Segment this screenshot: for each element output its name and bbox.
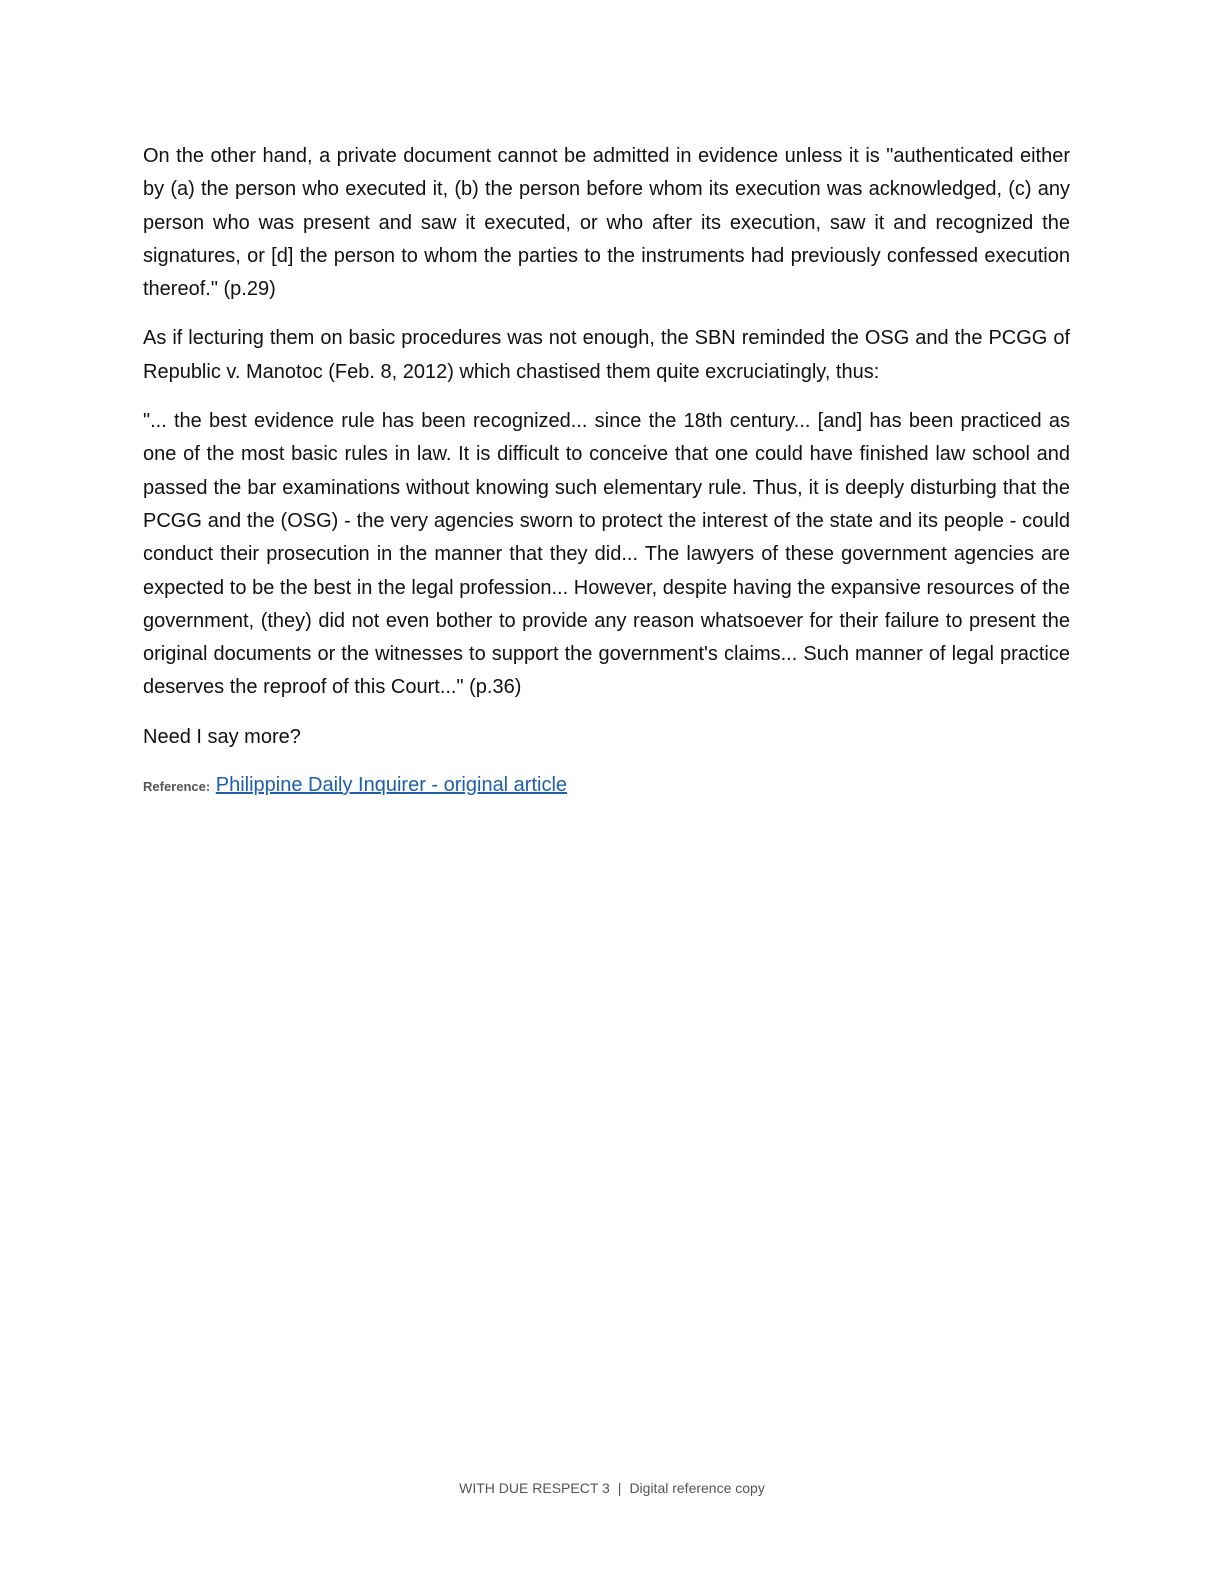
paragraph-private-document: On the other hand, a private document cannot be admitted in evidence unless it is "authenticated either by (a) the person who executed it, (b) the person before whom its execution was acknowledged, (c) any person who was present and saw it executed, or who after its execution, saw it and recognized the signatures, or [d] the person to whom the parties to the instruments had previously confessed execution thereof." (p.29) bbox=[143, 145, 1070, 301]
page-footer bbox=[0, 1478, 1224, 1498]
document-body bbox=[143, 140, 1070, 802]
reference-label: Reference: bbox=[143, 779, 211, 795]
footer-note: Digital reference copy bbox=[629, 1480, 765, 1496]
reference-link[interactable]: Philippine Daily Inquirer - original article bbox=[215, 774, 568, 797]
paragraph-quote-best-evidence: "... the best evidence rule has been recognized... since the 18th century... [and] has been practiced as one of the most basic rules in law. It is difficult to conceive that one could have finished law school and passed the bar examinations without knowing such elementary rule. Thus, it is deeply disturbing that the PCGG and the (OSG) - the very agencies sworn to protect the interest of the state and its people - could conduct their prosecution in the manner that they did... The lawyers of these government agencies are expected to be the best in the legal profession... However, despite having the expansive resources of the government, (they) did not even bother to provide any reason whatsoever for their failure to present the original documents or the witnesses to support the government's claims... Such manner of legal practice deserves the reproof of this Court..." (p.36) bbox=[143, 410, 1070, 699]
paragraph-need-i-say-more: Need I say more? bbox=[143, 725, 301, 748]
reference-line bbox=[143, 770, 1070, 802]
paragraph-lecturing: As if lecturing them on basic procedures was not enough, the SBN reminded the OSG and the PCGG of Republic v. Manotoc (Feb. 8, 2012) which chastised them quite excruciatingly, thus: bbox=[143, 327, 1070, 383]
footer-title: WITH DUE RESPECT 3 bbox=[459, 1480, 610, 1496]
footer-separator: | bbox=[617, 1480, 622, 1496]
